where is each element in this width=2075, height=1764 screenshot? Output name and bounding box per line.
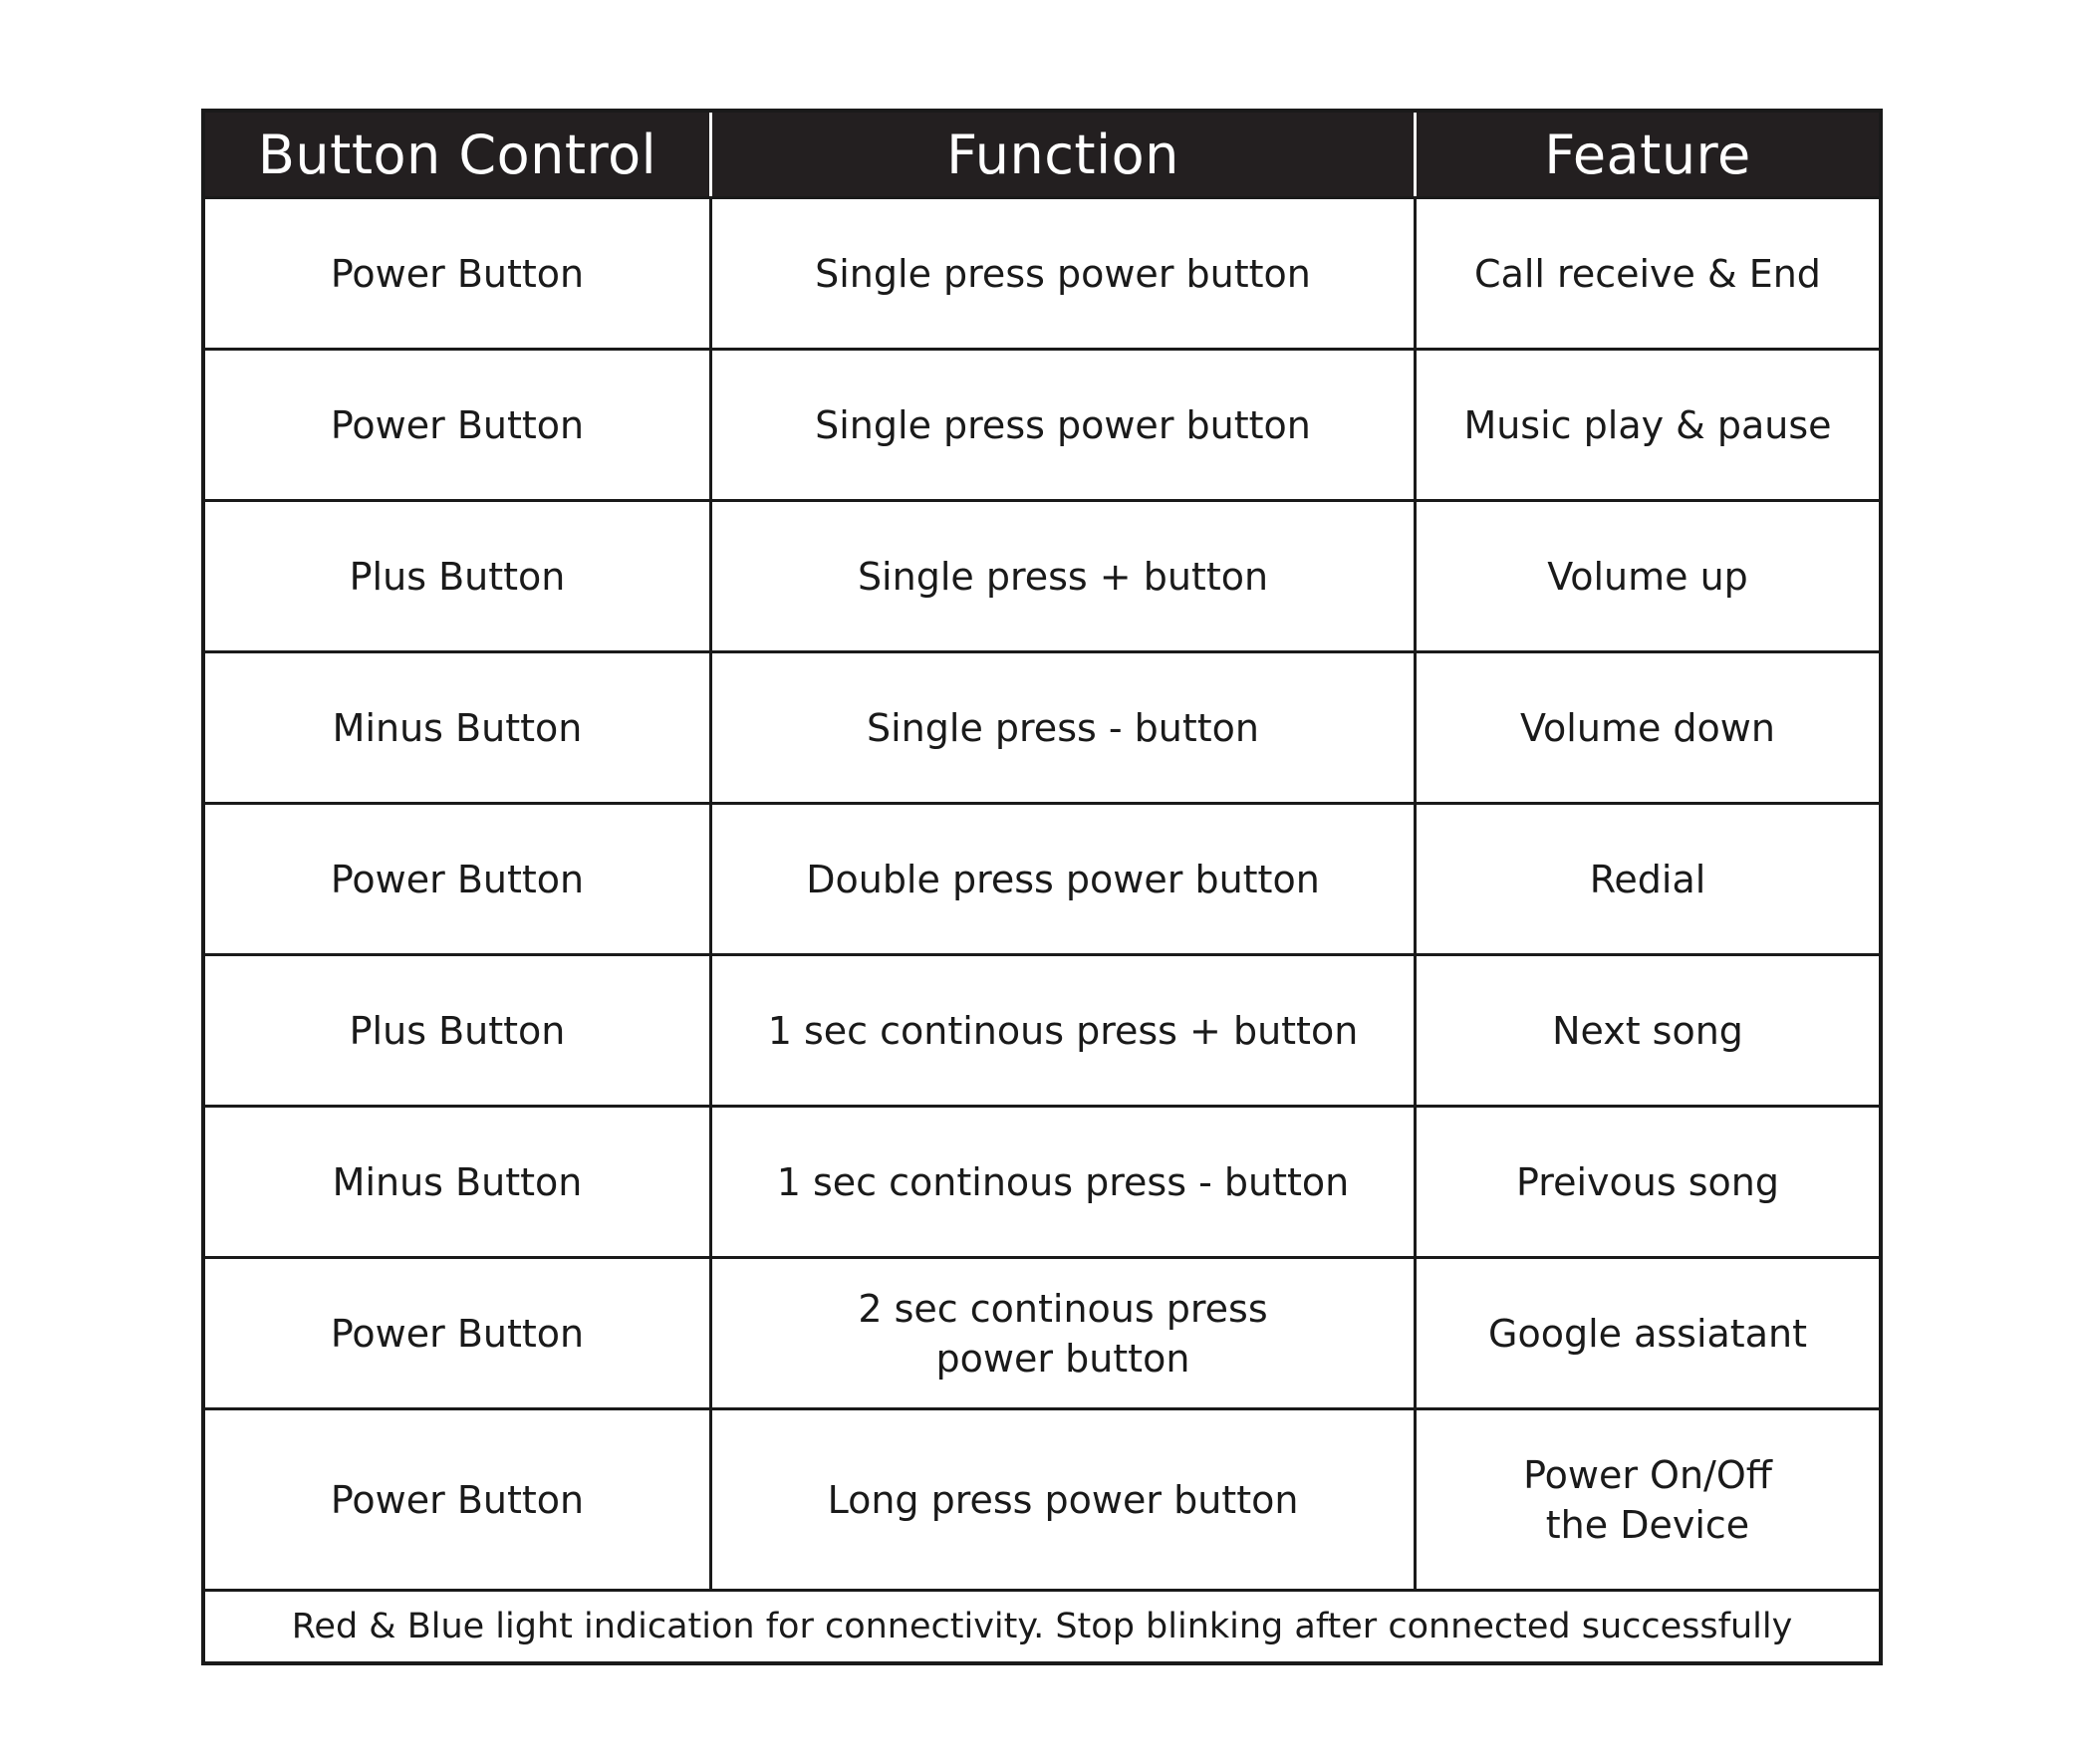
function-cell: Single press + button: [709, 502, 1414, 650]
function-cell: 1 sec continous press - button: [709, 1108, 1414, 1256]
feature-cell: Volume up: [1414, 502, 1879, 650]
button-control-cell: Plus Button: [349, 554, 566, 599]
button-control-cell: Power Button: [330, 1311, 585, 1356]
table-row: [205, 650, 1879, 802]
header-button-control: Button Control: [257, 123, 657, 186]
feature-cell: Power On/Off the Device: [1414, 1410, 1879, 1589]
table-row: [205, 802, 1879, 953]
feature-cell: Call receive & End: [1414, 199, 1879, 348]
button-control-table: [201, 109, 1883, 1665]
feature-cell: Next song: [1414, 956, 1879, 1105]
feature-cell: Preivous song: [1414, 1108, 1879, 1256]
button-control-cell: Power Button: [330, 857, 585, 901]
table-row: [205, 1105, 1879, 1256]
table-row: [205, 348, 1879, 499]
function-cell: Long press power button: [709, 1410, 1414, 1589]
feature-cell: Volume down: [1414, 653, 1879, 802]
button-control-cell: Minus Button: [332, 1159, 583, 1204]
function-cell: 1 sec continous press + button: [709, 956, 1414, 1105]
button-control-cell: Minus Button: [332, 705, 583, 750]
feature-cell: Google assiatant: [1414, 1259, 1879, 1407]
function-cell: Single press power button: [709, 199, 1414, 348]
table-row: [205, 499, 1879, 650]
function-cell: Double press power button: [709, 805, 1414, 953]
feature-cell: Redial: [1414, 805, 1879, 953]
table-row: [205, 1407, 1879, 1589]
button-control-cell: Power Button: [330, 1477, 585, 1522]
button-control-cell: Plus Button: [349, 1008, 566, 1053]
header-feature: Feature: [1544, 123, 1751, 186]
function-cell: 2 sec continous press power button: [709, 1259, 1414, 1407]
table-header-row: [205, 113, 1879, 196]
function-cell: Single press power button: [709, 351, 1414, 499]
table-row: [205, 196, 1879, 348]
button-control-cell: Power Button: [330, 251, 585, 296]
connectivity-note: Red & Blue light indication for connectivity. Stop blinking after connected successfully: [291, 1607, 1793, 1646]
table-footer-row: [205, 1589, 1879, 1661]
table-row: [205, 953, 1879, 1105]
header-function: Function: [946, 123, 1179, 186]
function-cell: Single press - button: [709, 653, 1414, 802]
table-row: [205, 1256, 1879, 1407]
button-control-cell: Power Button: [330, 402, 585, 447]
feature-cell: Music play & pause: [1414, 351, 1879, 499]
